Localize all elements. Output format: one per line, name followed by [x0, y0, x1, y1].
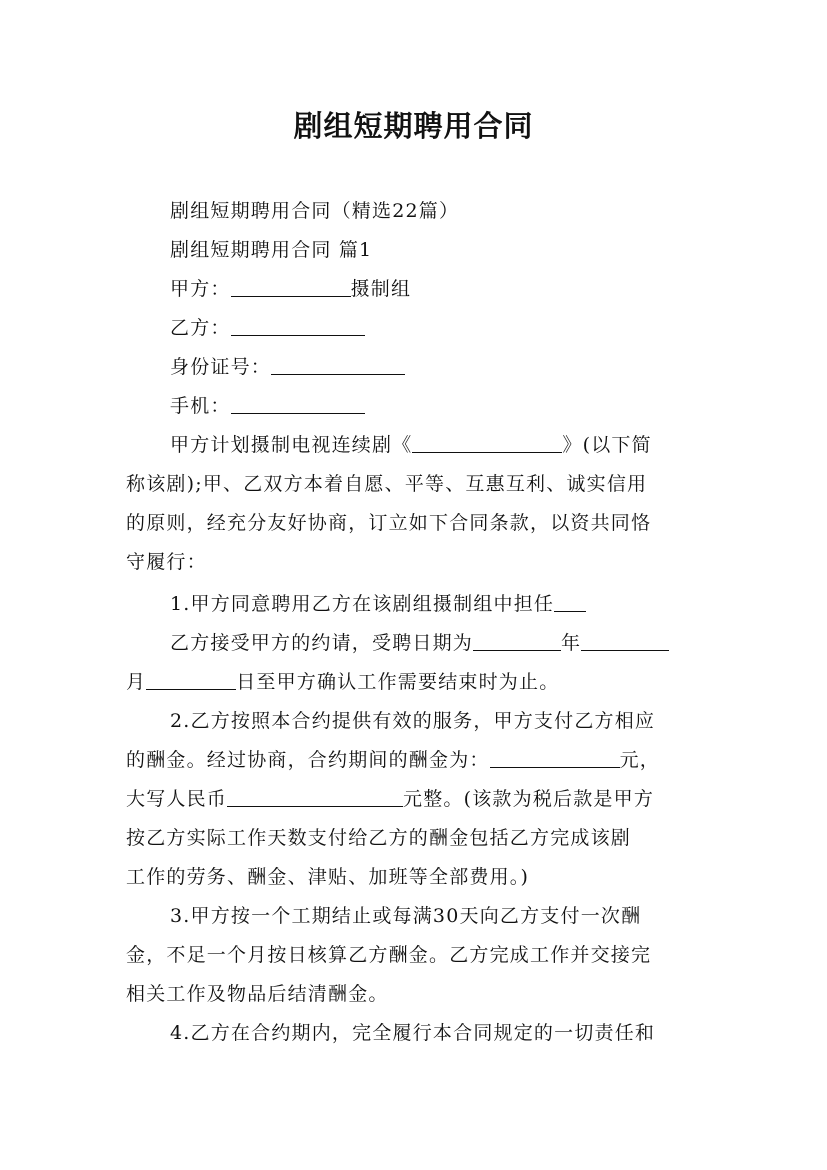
clause-2-line: 工作的劳务、酬金、津贴、加班等全部费用。)	[126, 866, 530, 888]
clause-2-line: 的酬金。经过协商，合约期间的酬金为： 元，	[126, 741, 716, 779]
body-paragraph-line: 甲方计划摄制电视连续剧《 》(以下简	[170, 426, 760, 464]
clause-2-line: 大写人民币 元整。(该款为税后款是甲方	[126, 780, 716, 818]
year-blank	[473, 628, 561, 651]
clause-4-line: 4.乙方在合约期内，完全履行本合同规定的一切责任和	[170, 1022, 656, 1044]
clause-3-line: 相关工作及物品后结清酬金。	[126, 983, 389, 1005]
id-number-line: 身份证号：	[170, 348, 760, 386]
clause-1-line: 月 日至甲方确认工作需要结束时为止。	[126, 663, 716, 701]
party-a-line: 甲方： 摄制组	[170, 270, 760, 308]
drama-name-blank	[412, 430, 562, 453]
phone-blank	[231, 391, 365, 414]
party-b-line: 乙方：	[170, 309, 760, 347]
clause-1-line: 乙方接受甲方的约请，受聘日期为 年	[170, 624, 760, 662]
body-paragraph-line: 守履行：	[126, 551, 207, 573]
phone-line: 手机：	[170, 387, 760, 425]
clause-3-line: 3.甲方按一个工期结止或每满30天向乙方支付一次酬	[170, 905, 642, 927]
contract-section-heading: 剧组短期聘用合同 篇1	[170, 239, 373, 261]
clause-2-line: 2.乙方按照本合约提供有效的服务，甲方支付乙方相应	[170, 710, 656, 732]
clause-3-line: 金，不足一个月按日核算乙方酬金。乙方完成工作并交接完	[126, 944, 652, 966]
party-b-blank	[231, 313, 365, 336]
day-blank	[146, 667, 236, 690]
clause-1-line: 1.甲方同意聘用乙方在该剧组摄制组中担任	[170, 585, 760, 623]
body-paragraph-line: 称该剧);甲、乙双方本着自愿、平等、互惠互利、诚实信用	[126, 473, 648, 495]
fee-amount-blank	[490, 745, 620, 768]
contract-subtitle: 剧组短期聘用合同（精选22篇）	[170, 200, 460, 222]
month-blank	[581, 628, 669, 651]
position-blank	[554, 589, 586, 612]
body-paragraph-line: 的原则，经充分友好协商，订立如下合同条款，以资共同恪	[126, 512, 652, 534]
party-a-blank	[231, 274, 351, 297]
clause-2-line: 按乙方实际工作天数支付给乙方的酬金包括乙方完成该剧	[126, 827, 632, 849]
id-number-blank	[271, 352, 405, 375]
fee-uppercase-blank	[227, 784, 403, 807]
document-title: 剧组短期聘用合同	[293, 109, 534, 143]
